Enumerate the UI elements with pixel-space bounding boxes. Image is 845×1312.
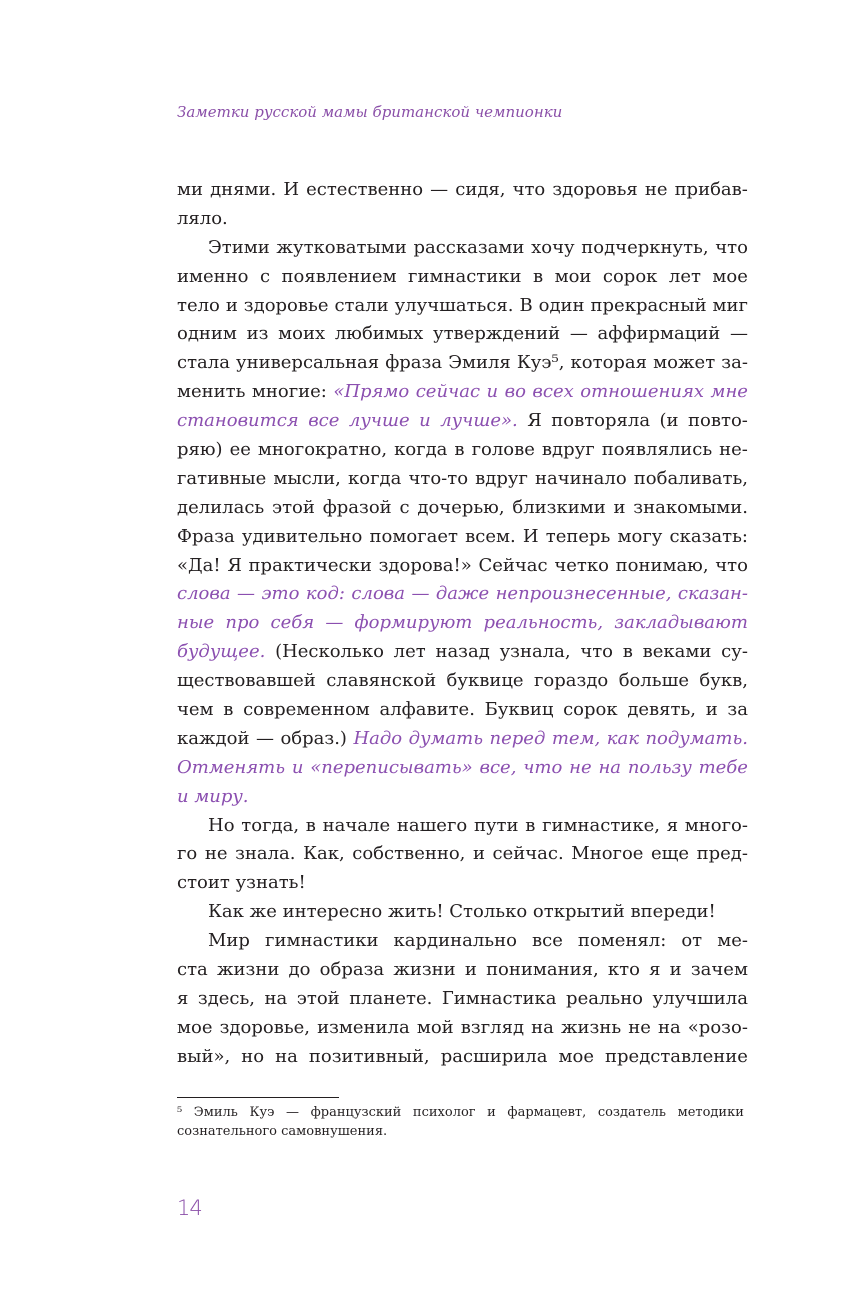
- footnote-divider: [177, 1097, 339, 1098]
- word: и: [705, 699, 718, 721]
- word: «розо-: [687, 1016, 748, 1038]
- word: сейчас.: [492, 843, 564, 865]
- word: фраза: [385, 352, 443, 374]
- word: (Несколько: [275, 641, 384, 663]
- word: интересно: [282, 901, 388, 923]
- word: до: [288, 959, 311, 981]
- word: Куэ⁵,: [516, 352, 565, 374]
- word: Этими: [208, 236, 270, 258]
- word: гимнастики: [265, 930, 379, 952]
- word: В: [519, 294, 533, 316]
- word: каждой: [177, 727, 250, 749]
- word: голове: [471, 439, 535, 461]
- text-line: [177, 378, 748, 407]
- word: сорок: [602, 265, 658, 287]
- word: девять,: [627, 699, 697, 721]
- word: здесь,: [197, 987, 256, 1009]
- word: улучшила: [652, 987, 748, 1009]
- word: не: [628, 1016, 651, 1038]
- word: повторяла: [551, 410, 651, 432]
- word: на: [264, 987, 288, 1009]
- word: и: [225, 294, 238, 316]
- word: буквице: [446, 670, 524, 692]
- footnote-word: французский: [310, 1105, 402, 1120]
- word: Я: [227, 554, 242, 576]
- word: что: [715, 554, 748, 576]
- word: практически: [248, 554, 372, 576]
- word: впереди!: [630, 901, 716, 923]
- word: тогда,: [241, 814, 300, 836]
- word: современном: [243, 699, 370, 721]
- word: одним: [177, 323, 237, 345]
- word: И: [283, 179, 300, 200]
- footnote-word: создатель: [597, 1105, 666, 1120]
- word: с: [259, 265, 271, 287]
- word: Столько: [449, 901, 533, 923]
- word: жизнь: [560, 1016, 622, 1038]
- word: жизни: [216, 959, 280, 981]
- word: этой: [272, 496, 315, 518]
- text-line: [177, 320, 748, 349]
- word: жутковатыми: [276, 236, 407, 258]
- word: ее: [229, 439, 251, 461]
- text-line: [177, 1043, 748, 1072]
- word: гативные: [177, 467, 267, 489]
- word: кто: [607, 959, 640, 981]
- body-text: [177, 176, 748, 1072]
- word: Эмиля: [448, 352, 511, 374]
- word: ные: [177, 612, 215, 634]
- word: появлялись: [601, 439, 713, 461]
- text-line: [177, 407, 748, 436]
- word: знала.: [235, 843, 296, 865]
- word: хочу: [531, 236, 575, 258]
- word: и: [177, 785, 195, 807]
- word: —: [430, 179, 449, 200]
- footnote-word: —: [286, 1105, 300, 1120]
- word: Но: [208, 814, 235, 836]
- word: мои: [554, 265, 592, 287]
- word: прекрасный: [590, 294, 707, 316]
- word: вдруг: [541, 439, 595, 461]
- word: улучшаться.: [394, 294, 514, 316]
- word: утверждений: [432, 323, 561, 345]
- word: —: [325, 612, 344, 634]
- text-line: [177, 638, 748, 667]
- word: Буквиц: [484, 699, 554, 721]
- word: лучше».: [440, 410, 518, 432]
- text-line: [177, 667, 748, 696]
- word: Многое: [571, 843, 644, 865]
- word: Гимнастика: [441, 987, 557, 1009]
- word: миг: [712, 294, 748, 316]
- word: закладывают: [614, 612, 748, 634]
- page-number: 14: [177, 1196, 202, 1220]
- word: нашего: [396, 814, 468, 836]
- word: появлением: [281, 265, 397, 287]
- word: не: [569, 756, 592, 778]
- word: «Да!: [177, 554, 221, 576]
- word: удивительно: [241, 525, 363, 547]
- text-line: [177, 1014, 748, 1043]
- word: —: [411, 583, 430, 605]
- text-line: [177, 523, 748, 552]
- word: мысли,: [273, 467, 341, 489]
- footnote-word: ⁵: [177, 1105, 183, 1120]
- word: тело: [177, 294, 220, 316]
- word: гораздо: [534, 670, 609, 692]
- word: пути: [473, 814, 519, 836]
- word: реально: [566, 987, 644, 1009]
- text-line: [177, 956, 748, 985]
- word: слова: [351, 583, 405, 605]
- word: побаливать,: [633, 467, 748, 489]
- word: вый»,: [177, 1045, 231, 1067]
- word: «Прямо: [333, 381, 410, 403]
- word: я: [666, 814, 679, 836]
- word: расширила: [440, 1045, 548, 1067]
- word: пользу: [627, 756, 692, 778]
- word: веками: [642, 641, 712, 663]
- word: мое: [558, 1045, 594, 1067]
- text-line: [177, 898, 748, 927]
- word: естественно: [306, 179, 424, 200]
- word: тебе: [698, 756, 748, 778]
- text-line: [177, 176, 748, 205]
- word: не: [204, 843, 228, 865]
- word: собственно,: [352, 843, 466, 865]
- word: отношениях: [580, 381, 705, 403]
- word: в: [532, 265, 544, 287]
- word: понимаю,: [615, 554, 709, 576]
- word: взгляд: [460, 1016, 525, 1038]
- word: я: [177, 987, 189, 1009]
- word: в: [454, 439, 465, 461]
- word: четко: [554, 554, 609, 576]
- word: близкими: [512, 496, 606, 518]
- word: все: [531, 930, 563, 952]
- word: всех: [532, 381, 574, 403]
- word: но: [241, 1045, 265, 1067]
- word: будущее.: [177, 641, 266, 663]
- word: не: [644, 179, 668, 200]
- word: когда: [348, 467, 402, 489]
- footnote-word: и: [487, 1105, 496, 1120]
- word: —: [729, 323, 748, 345]
- word: гимнастики: [408, 265, 522, 287]
- word: непроизнесенные,: [495, 583, 672, 605]
- text-line: [177, 494, 748, 523]
- word: любимых: [334, 323, 424, 345]
- text-line: [177, 812, 748, 841]
- word: узнала,: [499, 641, 571, 663]
- word: кардинально: [393, 930, 517, 952]
- word: Я: [527, 410, 542, 432]
- word: и: [291, 756, 304, 778]
- word: сказать:: [669, 525, 748, 547]
- word: представление: [605, 1045, 748, 1067]
- word: знакомыми.: [633, 496, 748, 518]
- text-line: [177, 552, 748, 581]
- footnote-line: [177, 1103, 744, 1122]
- word: многие:: [251, 381, 327, 403]
- word: стоит: [177, 872, 236, 894]
- word: фразой: [322, 496, 392, 518]
- word: именно: [177, 265, 249, 287]
- word: стали: [334, 294, 389, 316]
- word: повто-: [688, 410, 748, 432]
- word: Отменять: [177, 756, 286, 778]
- word: и: [613, 496, 626, 518]
- word: славянской: [326, 670, 437, 692]
- word: и: [464, 959, 477, 981]
- word: дочерью,: [417, 496, 505, 518]
- word: мне: [710, 381, 748, 403]
- word: начале: [322, 814, 391, 836]
- word: подумать.: [645, 727, 748, 749]
- word: Надо: [353, 727, 403, 749]
- word: делилась: [177, 496, 265, 518]
- word: —: [237, 583, 256, 605]
- word: в: [525, 814, 536, 836]
- word: стала: [177, 352, 230, 374]
- word: открытий: [532, 901, 631, 923]
- word: сейчас: [415, 381, 481, 403]
- word: сказан-: [677, 583, 748, 605]
- word: много-: [684, 814, 748, 836]
- word: все: [308, 410, 340, 432]
- footnote-word: психолог: [412, 1105, 476, 1120]
- text-line: [177, 349, 748, 378]
- word: слова: [177, 583, 231, 605]
- word: и: [472, 843, 485, 865]
- word: образ.): [280, 727, 347, 749]
- word: жизни: [393, 959, 456, 981]
- word: теперь: [545, 525, 611, 547]
- word: И: [522, 525, 539, 547]
- word: и: [419, 410, 431, 432]
- text-line: [177, 292, 748, 321]
- text-line: [177, 205, 748, 234]
- footnote-word: Эмиль: [193, 1105, 238, 1120]
- text-line: [177, 234, 748, 263]
- word: узнать!: [235, 872, 306, 894]
- word: здоровье: [243, 294, 329, 316]
- word: ляло.: [177, 207, 228, 229]
- word: перед: [489, 727, 546, 749]
- word: начинало: [535, 467, 627, 489]
- word: от: [681, 930, 703, 952]
- word: вдруг: [475, 467, 528, 489]
- word: больше: [618, 670, 689, 692]
- word: лет: [668, 265, 701, 287]
- word: код:: [305, 583, 345, 605]
- text-line: [177, 609, 748, 638]
- word: подчеркнуть,: [581, 236, 709, 258]
- word: на: [598, 756, 622, 778]
- footnote-word: методики: [677, 1105, 744, 1120]
- word: «переписывать»: [310, 756, 473, 778]
- word: этой: [296, 987, 340, 1009]
- word: что-то: [408, 467, 469, 489]
- footnote-word: сознательного: [177, 1124, 282, 1139]
- word: в: [223, 699, 234, 721]
- word: Мир: [208, 930, 250, 952]
- word: здоровья: [552, 179, 638, 200]
- word: на: [275, 1045, 298, 1067]
- text-line: [177, 927, 748, 956]
- word: все,: [479, 756, 517, 778]
- word: формируют: [354, 612, 473, 634]
- word: из: [246, 323, 269, 345]
- word: моих: [278, 323, 326, 345]
- word: образа: [319, 959, 385, 981]
- word: букв,: [699, 670, 748, 692]
- text-line: [177, 985, 748, 1014]
- text-line: [177, 580, 748, 609]
- word: думать: [408, 727, 484, 749]
- word: еще: [651, 843, 690, 865]
- word: пред-: [696, 843, 748, 865]
- word: что: [523, 756, 563, 778]
- word: не-: [719, 439, 748, 461]
- word: мое: [177, 1016, 213, 1038]
- word: су-: [721, 641, 748, 663]
- word: как: [606, 727, 639, 749]
- word: универсальная: [236, 352, 380, 374]
- word: мое: [712, 265, 748, 287]
- word: реальность,: [483, 612, 604, 634]
- word: когда: [394, 439, 448, 461]
- text-line: [177, 436, 748, 465]
- word: сорок: [563, 699, 618, 721]
- word: помогает: [369, 525, 458, 547]
- word: становится: [177, 410, 299, 432]
- word: даже: [435, 583, 490, 605]
- text-line: [177, 725, 748, 754]
- text-line: [177, 869, 748, 898]
- word: чем: [177, 699, 214, 721]
- footnote-word: самовнушения.: [281, 1124, 388, 1139]
- word: здоровье,: [219, 1016, 310, 1038]
- word: планете.: [349, 987, 433, 1009]
- word: (и: [659, 410, 679, 432]
- word: что: [512, 179, 546, 200]
- word: —: [569, 323, 588, 345]
- word: лучше: [348, 410, 410, 432]
- word: лет: [393, 641, 426, 663]
- word: ста: [177, 959, 208, 981]
- word: это: [261, 583, 300, 605]
- word: ряю): [177, 439, 223, 461]
- word: рассказами: [413, 236, 525, 258]
- word: Как: [208, 901, 250, 923]
- word: за-: [721, 352, 748, 374]
- word: и: [669, 959, 682, 981]
- word: понимания,: [486, 959, 599, 981]
- word: позитивный,: [308, 1045, 430, 1067]
- word: с: [399, 496, 410, 518]
- word: менить: [177, 381, 246, 403]
- word: что: [580, 641, 614, 663]
- word: поменял:: [577, 930, 667, 952]
- word: назад: [435, 641, 490, 663]
- word: на: [657, 1016, 681, 1038]
- word: зачем: [690, 959, 748, 981]
- word: в: [305, 814, 316, 836]
- word: жить!: [388, 901, 450, 923]
- word: же: [249, 901, 283, 923]
- text-line: [177, 263, 748, 292]
- word: сидя,: [455, 179, 506, 200]
- word: во: [504, 381, 526, 403]
- word: может: [653, 352, 716, 374]
- word: я: [649, 959, 661, 981]
- word: изменила: [317, 1016, 410, 1038]
- word: алфавите.: [379, 699, 475, 721]
- word: —: [255, 727, 274, 749]
- word: про: [225, 612, 260, 634]
- text-line: [177, 465, 748, 494]
- text-line: [177, 696, 748, 725]
- word: гимнастике,: [542, 814, 660, 836]
- word: многократно,: [257, 439, 388, 461]
- footnote-word: Куэ: [249, 1105, 275, 1120]
- word: миру.: [194, 785, 249, 807]
- word: за: [727, 699, 748, 721]
- word: прибав-: [674, 179, 748, 200]
- word: аффирмаций: [597, 323, 721, 345]
- word: ществовавшей: [177, 670, 316, 692]
- word: всем.: [465, 525, 516, 547]
- word: днями.: [210, 179, 277, 200]
- word: могу: [617, 525, 663, 547]
- word: один: [538, 294, 585, 316]
- footnote-word: фармацевт,: [507, 1105, 587, 1120]
- text-line: [177, 783, 748, 812]
- word: Фраза: [177, 525, 235, 547]
- word: го: [177, 843, 198, 865]
- running-head: Заметки русской мамы британской чемпионки: [177, 103, 563, 121]
- word: мой: [416, 1016, 454, 1038]
- word: в: [622, 641, 633, 663]
- word: Как,: [303, 843, 345, 865]
- word: тем,: [551, 727, 601, 749]
- text-line: [177, 754, 748, 783]
- word: и: [486, 381, 499, 403]
- word: Сейчас: [478, 554, 548, 576]
- word: которая: [570, 352, 648, 374]
- word: ми: [177, 179, 203, 200]
- word: что: [715, 236, 748, 258]
- text-line: [177, 840, 748, 869]
- word: на: [531, 1016, 554, 1038]
- footnote-line: [177, 1122, 744, 1141]
- footnote: [177, 1103, 744, 1141]
- word: себя: [270, 612, 315, 634]
- word: ме-: [717, 930, 748, 952]
- word: здорова!»: [378, 554, 472, 576]
